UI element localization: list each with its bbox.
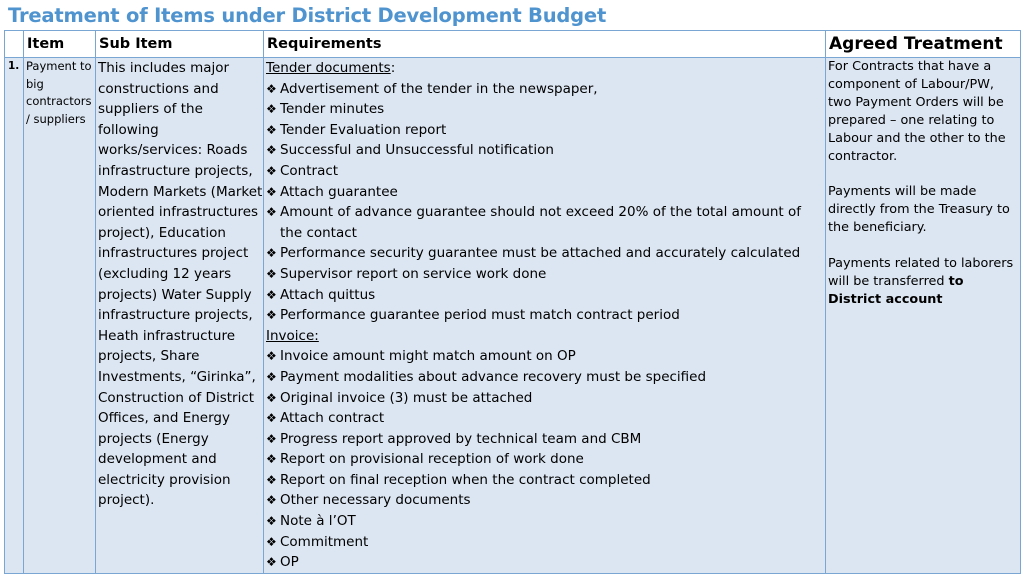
invoice-requirement-item: [266, 408, 825, 429]
invoice-requirement-text: Original invoice (3) must be attached: [280, 389, 533, 406]
agreed-treatment-cell: [826, 58, 1021, 574]
header-requirements: Requirements: [264, 31, 826, 58]
bullet-icon: ❖: [266, 184, 277, 199]
invoice-requirement-text: Progress report approved by technical team and CBM: [280, 430, 642, 447]
sub-item-cell: This includes major constructions and suppliers of the following works/services: Roads infrastructure projects, Modern Markets (Market oriented infrastructures project), Education infrastructures project (excluding 12 years projects) Water Supply infrastructure projects, Heath infrastructure projects, Share Investments, “Girinka”, Construction of District Offices, and Energy projects (Energy development and electricity provision project).: [96, 58, 264, 574]
invoice-requirement-text: Other necessary documents: [280, 492, 471, 509]
invoice-requirement-item: [266, 470, 825, 491]
invoice-requirement-text: Report on provisional reception of work done: [280, 451, 584, 468]
bullet-icon: ❖: [266, 349, 277, 364]
requirements-cell: [264, 58, 826, 574]
tender-requirement-text: Supervisor report on service work done: [280, 265, 547, 282]
bullet-icon: ❖: [266, 122, 277, 137]
bullet-icon: ❖: [266, 472, 277, 487]
invoice-requirement-item: [266, 388, 825, 409]
invoice-heading-label: Invoice:: [266, 327, 319, 344]
tender-heading-label: Tender documents: [266, 60, 391, 76]
tender-requirement-text: Performance guarantee period must match contract period: [280, 307, 680, 324]
bullet-icon: ❖: [266, 452, 277, 467]
item-cell: Payment to big contractors / suppliers: [24, 58, 96, 574]
bullet-icon: ❖: [266, 205, 277, 220]
tender-requirement-item: [266, 99, 825, 120]
invoice-requirement-item: [266, 367, 825, 388]
agreed-paragraph-payment-orders: For Contracts that have a component of Labour/PW, two Payment Orders will be prepared – one relating to Labour and the other to the contractor.: [828, 59, 1006, 164]
bullet-icon: ❖: [266, 369, 277, 384]
header-sub-item: Sub Item: [96, 31, 264, 58]
bullet-icon: ❖: [266, 287, 277, 302]
tender-requirement-text: Attach quittus: [280, 286, 376, 303]
tender-requirement-item: [266, 202, 825, 243]
bullet-icon: ❖: [266, 514, 277, 529]
bullet-icon: ❖: [266, 411, 277, 426]
tender-requirement-text: Performance security guarantee must be attached and accurately calculated: [280, 245, 801, 262]
tender-requirement-text: Advertisement of the tender in the newspaper,: [280, 80, 598, 97]
invoice-requirement-item: [266, 449, 825, 470]
header-item: Item: [24, 31, 96, 58]
invoice-requirement-item: [266, 346, 825, 367]
invoice-requirement-item: [266, 552, 825, 573]
invoice-requirement-text: Commitment: [280, 533, 369, 550]
bullet-icon: ❖: [266, 493, 277, 508]
tender-documents-list: [266, 79, 825, 326]
tender-requirement-item: [266, 182, 825, 203]
header-agreed-treatment: Agreed Treatment: [826, 31, 1021, 58]
invoice-requirement-item: [266, 490, 825, 511]
invoice-list: [266, 346, 825, 573]
tender-requirement-item: [266, 79, 825, 100]
tender-requirement-item: [266, 264, 825, 285]
tender-requirement-item: [266, 305, 825, 326]
district-account-text: to District account: [828, 273, 964, 307]
bullet-icon: ❖: [266, 555, 277, 570]
tender-requirement-text: Contract: [280, 162, 339, 179]
tender-requirement-item: [266, 161, 825, 182]
bullet-icon: ❖: [266, 246, 277, 261]
invoice-requirement-text: Payment modalities about advance recovery must be specified: [280, 368, 707, 385]
treatment-table: [4, 30, 1021, 574]
tender-requirement-item: [266, 140, 825, 161]
invoice-requirement-text: Note à l’OT: [280, 513, 356, 530]
tender-requirement-text: Attach guarantee: [280, 183, 398, 200]
bullet-icon: ❖: [266, 308, 277, 323]
bullet-icon: ❖: [266, 81, 277, 96]
bullet-icon: ❖: [266, 534, 277, 549]
tender-documents-heading: [266, 58, 825, 79]
page-title: Treatment of Items under District Development Budget: [8, 4, 607, 27]
row-number: 1.: [5, 58, 24, 574]
agreed-paragraph-laborers: [828, 255, 1020, 309]
tender-requirement-text: Successful and Unsuccessful notification: [280, 142, 554, 159]
tender-heading-colon: :: [390, 60, 396, 76]
invoice-heading: [266, 326, 825, 347]
invoice-requirement-item: [266, 511, 825, 532]
bullet-icon: ❖: [266, 143, 277, 158]
tender-requirement-text: Tender Evaluation report: [280, 121, 447, 138]
invoice-requirement-text: Invoice amount might match amount on OP: [280, 348, 576, 365]
tender-requirement-item: [266, 243, 825, 264]
bullet-icon: ❖: [266, 431, 277, 446]
bullet-icon: ❖: [266, 163, 277, 178]
bullet-icon: ❖: [266, 102, 277, 117]
table-header-row: [5, 31, 1021, 58]
agreed-paragraph-treasury: Payments will be made directly from the Treasury to the beneficiary.: [828, 184, 1010, 236]
bullet-icon: ❖: [266, 266, 277, 281]
invoice-requirement-item: [266, 532, 825, 553]
tender-requirement-item: [266, 285, 825, 306]
tender-requirement-text: Tender minutes: [280, 101, 385, 118]
laborers-text: Payments related to laborers will be transferred: [828, 255, 1014, 289]
header-number: [5, 31, 24, 58]
invoice-requirement-item: [266, 429, 825, 450]
invoice-requirement-text: Attach contract: [280, 410, 385, 427]
tender-requirement-text: Amount of advance guarantee should not exceed 20% of the total amount of the contact: [280, 204, 802, 241]
bullet-icon: ❖: [266, 390, 277, 405]
tender-requirement-item: [266, 120, 825, 141]
table-row: [5, 58, 1021, 574]
invoice-requirement-text: OP: [280, 554, 299, 571]
invoice-requirement-text: Report on final reception when the contract completed: [280, 471, 651, 488]
